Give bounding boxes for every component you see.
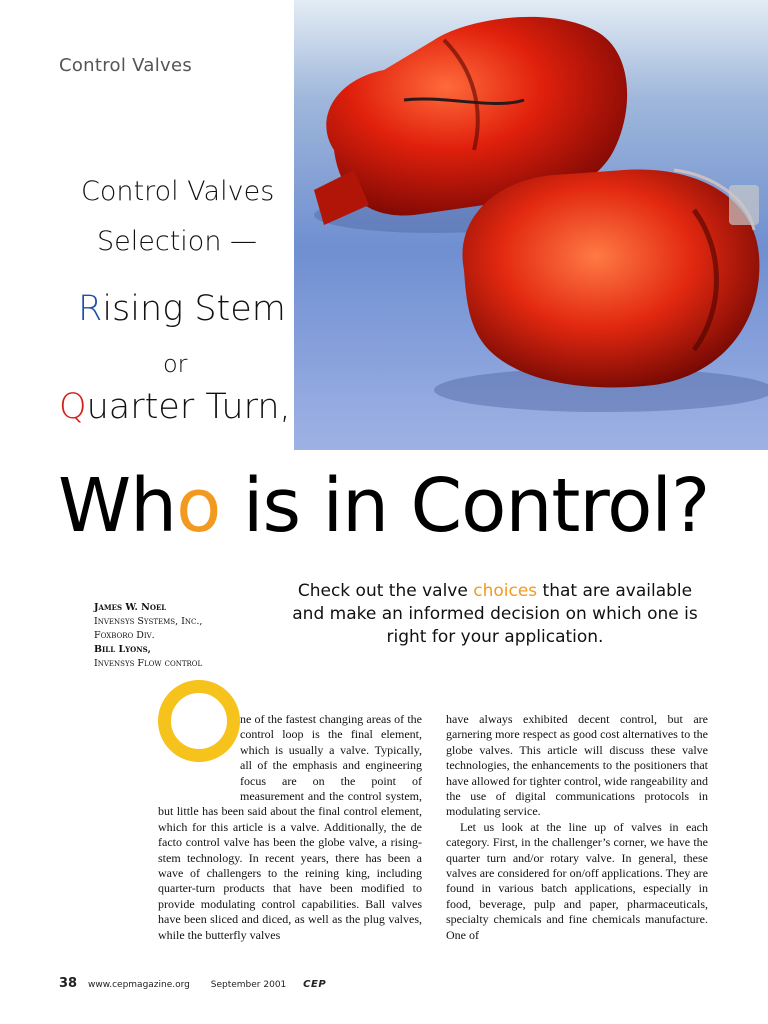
rising-rest: ising Stem [102, 289, 286, 329]
body-paragraph: ne of the fastest changing areas of the control loop is the final element, which is usually a valve. Typically, all of the emphasis and engineering focus are on the point of measurement and the control system, but little has been said about the final control element, which for this article is a valve. Additionally, the de facto control valve has been the globe valve, a rising-stem technology. In recent years, there has been a wave of challengers to the reining king, including quarter-turn products that have been modified to provide modulating control capabilities. Ball valves have been sliced and diced, as well as the plug valves, while the butterfly valves [158, 712, 422, 942]
magazine-logo: CEP [303, 979, 327, 990]
title-part-2: is in Control? [220, 463, 710, 549]
article-deck [290, 580, 700, 649]
author-name: James W. Noel [94, 602, 167, 613]
deck-highlight: choices [473, 581, 538, 601]
quarter-initial: Q [59, 387, 87, 427]
headline-line-4: or [163, 350, 188, 378]
author-division: Foxboro Div. [94, 630, 155, 641]
title-accent-letter: o [176, 463, 221, 549]
author-affiliation: Invensys Systems, Inc., [94, 616, 203, 627]
body-column-2 [446, 712, 708, 943]
byline [94, 601, 284, 671]
headline-line-2: Selection — [97, 226, 258, 257]
headline-line-1: Control Valves [81, 176, 275, 207]
page-number: 38 [59, 976, 78, 991]
deck-part-1: Check out the valve [297, 581, 474, 601]
page-footer [59, 976, 326, 991]
author-name: Bill Lyons, [94, 644, 151, 655]
title-part-1: Wh [58, 463, 177, 549]
author-affiliation: Invensys Flow control [94, 658, 203, 669]
article-title [58, 463, 709, 549]
quarter-rest: uarter Turn, [86, 387, 291, 427]
deck-part-2: that are available and make an informed decision on which one is right for your application. [292, 581, 698, 647]
boxing-gloves-illustration [294, 0, 768, 450]
body-column-1 [158, 712, 422, 943]
boxing-gloves-photo [294, 0, 768, 450]
body-paragraph: Let us look at the line up of valves in each category. First, in the challenger’s corner, we have the quarter turn and/or rotary valve. In general, these valves are considered for on/off applications. They are found in various batch applications, especially in food, beverage, pulp and paper, pharmaceuticals, specialty chemicals and fine chemicals manufacture. One of [446, 819, 708, 942]
rising-initial: R [78, 289, 103, 329]
body-paragraph: have always exhibited decent control, but are garnering more respect as good cost alternatives to the globe valves. This article will discuss these valve technologies, the enhancements to the positioners that have allowed for tighter control, wide rangeability and the use of digital communications protocols in modulating service. [446, 712, 708, 819]
section-label: Control Valves [59, 55, 193, 76]
headline-line-5 [59, 387, 291, 427]
footer-date: September 2001 [210, 980, 287, 990]
headline-line-3 [78, 289, 286, 329]
footer-url: www.cepmagazine.org [87, 980, 190, 990]
